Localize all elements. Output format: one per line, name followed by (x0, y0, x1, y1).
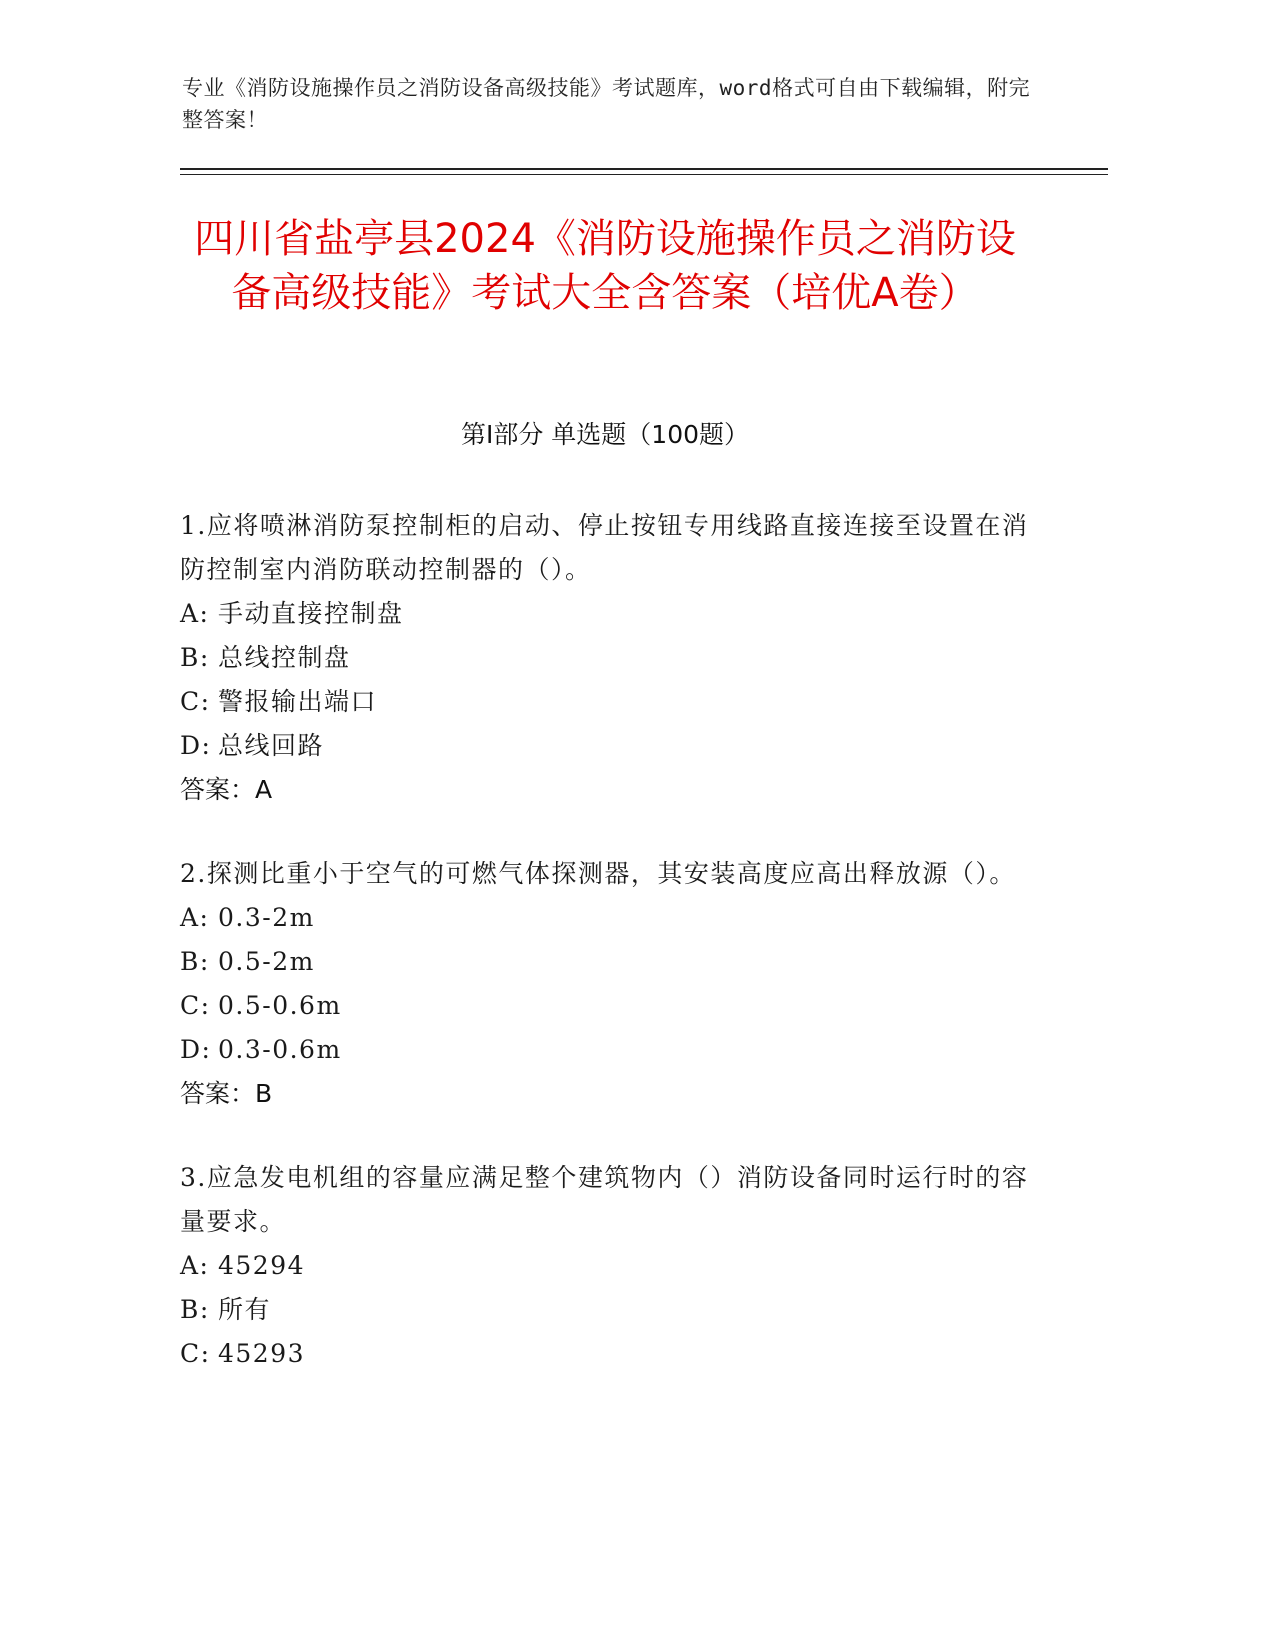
option-text: 总线控制盘 (218, 643, 351, 672)
option-c (180, 984, 1030, 1028)
option-text: 所有 (218, 1295, 272, 1324)
option-text: 45293 (218, 1339, 306, 1368)
section-heading: 第I部分 单选题（100题） (460, 420, 750, 449)
option-a (180, 592, 1030, 636)
document-title: 四川省盐亭县2024《消防设施操作员之消防设备高级技能》考试大全含答案（培优A卷） (194, 216, 1016, 316)
option-text: 45294 (218, 1251, 306, 1280)
header-divider-thin (180, 174, 1108, 175)
option-d (180, 724, 1030, 768)
answer-line: 答案：A (180, 775, 273, 804)
option-letter: C: (180, 1339, 211, 1368)
answer-line: 答案：B (180, 1079, 273, 1108)
option-text: 0.3-0.6m (218, 1035, 342, 1064)
option-c (180, 680, 1030, 724)
header-divider-thick (180, 168, 1108, 170)
question-stem: 3.应急发电机组的容量应满足整个建筑物内（）消防设备同时运行时的容量要求。 (180, 1163, 1029, 1236)
option-letter: A: (180, 599, 210, 628)
option-b (180, 1288, 1030, 1332)
option-letter: B: (180, 643, 210, 672)
option-a (180, 1244, 1030, 1288)
question-3 (180, 1156, 1030, 1376)
question-2 (180, 852, 1030, 1116)
option-letter: C: (180, 687, 211, 716)
option-b (180, 940, 1030, 984)
option-letter: B: (180, 1295, 210, 1324)
option-c (180, 1332, 1030, 1376)
option-d (180, 1028, 1030, 1072)
header-note: 专业《消防设施操作员之消防设备高级技能》考试题库，word格式可自由下载编辑，附完整答案！ (182, 76, 1031, 132)
option-letter: D: (180, 1035, 212, 1064)
question-list (180, 504, 1030, 1416)
option-text: 手动直接控制盘 (218, 599, 404, 628)
option-text: 0.3-2m (218, 903, 315, 932)
option-text: 总线回路 (218, 731, 325, 760)
option-b (180, 636, 1030, 680)
option-a (180, 896, 1030, 940)
option-letter: D: (180, 731, 212, 760)
option-text: 0.5-2m (218, 947, 315, 976)
option-letter: A: (180, 903, 210, 932)
option-text: 0.5-0.6m (218, 991, 342, 1020)
option-letter: B: (180, 947, 210, 976)
question-1 (180, 504, 1030, 812)
option-text: 警报输出端口 (218, 687, 378, 716)
question-stem: 1.应将喷淋消防泵控制柜的启动、停止按钮专用线路直接连接至设置在消防控制室内消防联动控制器的（）。 (180, 511, 1029, 584)
option-letter: C: (180, 991, 211, 1020)
question-stem: 2.探测比重小于空气的可燃气体探测器，其安装高度应高出释放源（）。 (180, 859, 1016, 888)
option-letter: A: (180, 1251, 210, 1280)
